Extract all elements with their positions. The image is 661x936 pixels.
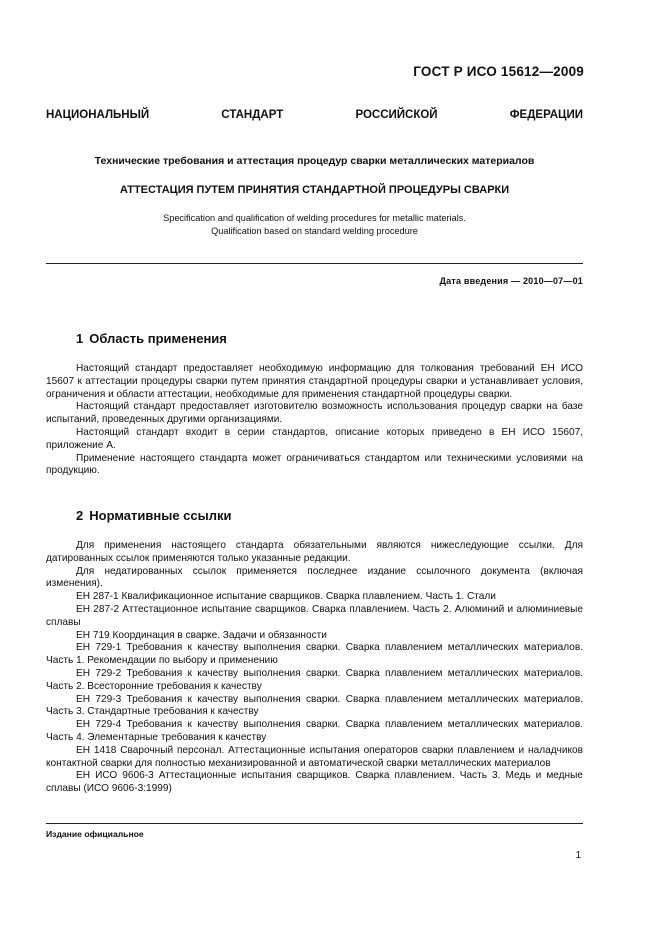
paragraph: Для недатированных ссылок применяется последнее издание ссылочного документа (включая изменения).: [46, 565, 583, 590]
reference-item: ЕН 1418 Сварочный персонал. Аттестационные испытания операторов сварки плавлением и наладчиков контактной сварки для полностью механизированной и автоматической сварки металлических материалов: [46, 744, 583, 769]
reference-item: ЕН 287-2 Аттестационное испытание сварщиков. Сварка плавлением. Часть 2. Алюминий и алюминиевые сплавы: [46, 603, 583, 628]
reference-item: ЕН 729-2 Требования к качеству выполнения сварки. Сварка плавлением металлических материалов. Часть 2. Всесторонние требования к качеству: [46, 667, 583, 692]
banner-word: СТАНДАРТ: [221, 109, 284, 121]
banner-word: РОССИЙСКОЙ: [355, 109, 438, 121]
paragraph: Применение настоящего стандарта может ограничиваться стандартом или техническими условиями на продукцию.: [46, 452, 583, 477]
national-standard-banner: [46, 109, 583, 121]
reference-item: ЕН 729-4 Требования к качеству выполнения сварки. Сварка плавлением металлических материалов. Часть 4. Элементарные требования к качеству: [46, 719, 583, 743]
reference-item: ЕН 729-1 Требования к качеству выполнения сварки. Сварка плавлением металлических материалов. Часть 1. Рекомендации по выбору и применению: [46, 642, 583, 667]
introduction-date: Дата введения — 2010—07—01: [439, 276, 583, 286]
section-heading: [76, 331, 227, 346]
reference-item: ЕН ИСО 9606-3 Аттестационные испытания сварщиков. Сварка плавлением. Часть 3. Медь и медные сплавы (ИСО 9606-3:1999): [46, 770, 583, 795]
section-title: Нормативные ссылки: [89, 508, 232, 523]
section-number: 1: [76, 331, 84, 346]
page-number: 1: [575, 850, 581, 861]
section-body: [46, 540, 583, 796]
document-id: ГОСТ Р ИСО 15612—2009: [413, 64, 584, 79]
reference-item: ЕН 719 Координация в сварке. Задачи и обязанности: [76, 629, 327, 641]
subtitle-russian: АТТЕСТАЦИЯ ПУТЕМ ПРИНЯТИЯ СТАНДАРТНОЙ ПРОЦЕДУРЫ СВАРКИ: [119, 184, 510, 196]
section-body: [46, 363, 583, 478]
title-english-line: Specification and qualification of welding procedures for metallic materials.: [163, 213, 466, 223]
divider: [46, 263, 583, 264]
banner-word: ФЕДЕРАЦИИ: [509, 109, 583, 121]
paragraph: Настоящий стандарт предоставляет необходимую информацию для толкования требований ЕН ИСО 15607 к аттестации процедуры сварки путем принятия стандартной процедуры сварки и устанавливает условия, ограничения и области аттестации, необходимые для применения стандартной процедуры сварки.: [46, 363, 583, 400]
reference-item: ЕН 287-1 Квалификационное испытание сварщиков. Сварка плавлением. Часть 1. Стали: [76, 591, 496, 603]
paragraph: Для применения настоящего стандарта обязательными являются нижеследующие ссылки. Для датированных ссылок применяются только указанные редакции.: [46, 540, 583, 564]
banner-word: НАЦИОНАЛЬНЫЙ: [46, 109, 150, 121]
section-number: 2: [76, 508, 84, 523]
edition-note: Издание официальное: [46, 829, 144, 839]
section-title: Область применения: [89, 331, 227, 346]
section-heading: [76, 508, 231, 523]
divider: [46, 823, 583, 824]
paragraph: Настоящий стандарт предоставляет изготовителю возможность использования процедур сварки на базе испытаний, проведенных другими организациями.: [46, 401, 583, 426]
title-russian: Технические требования и аттестация процедур сварки металлических материалов: [94, 155, 535, 167]
paragraph: Настоящий стандарт входит в серии стандартов, описание которых приведено в ЕН ИСО 15607, приложение А.: [46, 426, 583, 451]
title-english: [46, 212, 583, 238]
reference-item: ЕН 729-3 Требования к качеству выполнения сварки. Сварка плавлением металлических материалов. Часть 3. Стандартные требования к качеству: [46, 693, 583, 718]
title-english-line: Qualification based on standard welding procedure: [211, 226, 418, 236]
